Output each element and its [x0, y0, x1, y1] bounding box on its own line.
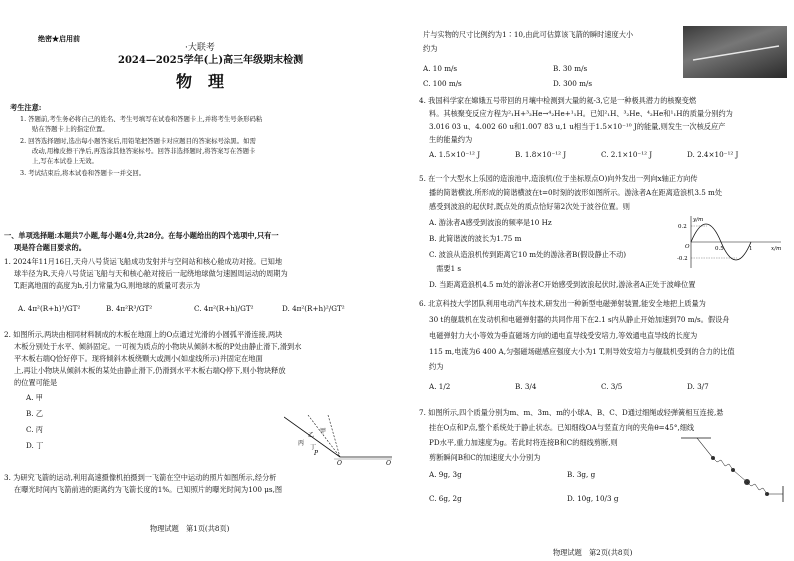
q1-option-a: A. 4π²(R+h)³/GT² — [18, 304, 81, 313]
q5-option-b: B. 此简谐波的波长为1.75 m — [429, 234, 522, 243]
secret-label: 绝密★启用前 — [38, 34, 80, 43]
q6-option-b: B. 3/4 — [515, 382, 537, 391]
q3-cont-line: 约为 — [423, 44, 438, 53]
q2-option-d: D. 丁 — [26, 441, 44, 450]
q7-option-a: A. 9g, 3g — [429, 470, 462, 479]
q6-line: 约为 — [429, 362, 444, 371]
q1-line: 1. 2024年11月16日,天舟八号货运飞船成功发射并与空间站和核心舱成功对接。已知地 — [4, 257, 283, 266]
q4-line: 4. 我国科学家在嫦娥五号带回的月壤中检测到大量的氦-3,它是一种极具潜力的核聚变燃 — [419, 96, 697, 105]
q7-line: 7. 如图所示,四个质量分别为m、m、3m、m的小球A、B、C、D通过细绳或轻弹簧相互连接,悬 — [419, 408, 724, 417]
notice-line: 改动,用橡皮擦干净后,再选涂其他答案标号。回答非选择题时,将答案写在答题卡 — [32, 147, 256, 155]
q6-line: 6. 北京科技大学团队利用电动汽车技术,研发出一种新型电磁弹射装置,能安全地把上质量为 — [419, 299, 706, 308]
q7-option-d: D. 10g, 10/3 g — [567, 494, 619, 503]
q5-line: 感受到波浪的起伏时,既点处的质点恰好第2次处于波谷位置。则 — [429, 202, 630, 211]
label-ding: 丁 — [310, 444, 317, 451]
q7-line: 挂在O点和P点,整个系统处于静止状态。已知细线OA与竖直方向的夹角θ=45°,细线 — [429, 423, 695, 432]
notice-line: 1. 答题前,考生务必将自己的姓名、考生号填写在试卷和答题卡上,并将考生号条形码粘 — [20, 115, 263, 123]
page-footer: 物理试题 第2页(共8页) — [553, 548, 633, 557]
q6-option-a: A. 1/2 — [429, 382, 451, 391]
q4-option-a: A. 1.5×10⁻¹² J — [429, 150, 481, 159]
q7-spring-figure — [677, 436, 789, 510]
subject-title: 物 理 — [176, 72, 225, 91]
q5-wave-graph — [677, 214, 787, 270]
q3-option-d: D. 300 m/s — [553, 79, 593, 88]
q2-line: 平木板右端Q恰好停下。现将倾斜木板绕颗大或测小(如虚线所示)并固定在地面 — [14, 354, 263, 363]
x-tick-1: 0.5 — [715, 246, 724, 252]
q3-option-a: A. 10 m/s — [423, 64, 458, 73]
q7-option-b: B. 3g, g — [567, 470, 596, 479]
q3-cont-line: 片与实物的尺寸比例约为1∶10,由此可估算该飞箭的瞬时速度大小 — [423, 30, 634, 39]
notice-line: 贴在答题卡上的指定位置。 — [32, 125, 109, 133]
label-o: O — [337, 460, 342, 465]
q5-option-c: C. 波浪从造浪机传到距离它10 m处的游泳者B(假设静止不动) — [429, 250, 627, 259]
q6-option-d: D. 3/7 — [687, 382, 709, 391]
q2-incline-figure — [284, 415, 394, 465]
y-tick-bottom: -0.2 — [677, 256, 688, 262]
q7-line: 剪断瞬间B和C的加速度大小分别为 — [429, 453, 541, 462]
q2-option-c: C. 丙 — [26, 425, 43, 434]
q3-option-b: B. 30 m/s — [553, 64, 588, 73]
q4-line: 料。其核聚变反应方程为²₁H+³₂He→⁴₂He+¹₁H。已知²₁H、³₂He、⁴₂He和¹₁H的质量分别约为 — [429, 109, 733, 118]
q7-line: PD水平,重力加速度为g。若此时将连接B和C的细线剪断,则 — [429, 438, 618, 447]
q6-line: 115 m,电流为6 400 A,匀强磁场磁感应强度大小为1 T,则导效安培力与舰载机受到的合力的比值 — [429, 347, 735, 356]
q3-line: 在曝光时间内飞箭前进的距离约为飞箭长度的1%。已知照片的曝光时间为100 μs,图 — [14, 485, 283, 494]
q1-option-c: C. 4π²(R+h)/GT² — [194, 304, 254, 313]
q5-option-c-cont: 需要1 s — [429, 264, 462, 273]
q2-line: 木板分别处于水平、倾斜固定。一可视为质点的小物块从倾斜木板的P处由静止滑下,滑到水 — [14, 342, 302, 351]
q4-line: 生的能量约为 — [429, 135, 473, 144]
q4-option-c: C. 2.1×10⁻¹² J — [601, 150, 653, 159]
right-page — [397, 0, 794, 561]
label-yi: 乙 — [308, 432, 315, 439]
notice-line: 上,写在本试卷上无效。 — [32, 157, 98, 165]
page-footer: 物理试题 第1页(共8页) — [150, 524, 230, 533]
y-tick-top: 0.2 — [678, 224, 687, 230]
q2-line: 的位置可能是 — [14, 378, 58, 387]
q2-option-b: B. 乙 — [26, 409, 44, 418]
union-label: ·大联考 — [185, 43, 215, 53]
x-tick-2: 1 — [749, 246, 753, 252]
q1-option-b: B. 4π²R³/GT² — [106, 304, 153, 313]
q4-option-b: B. 1.8×10⁻¹² J — [515, 150, 567, 159]
q1-option-d: D. 4π²(R+h)²/GT² — [282, 304, 345, 313]
notice-title: 考生注意: — [10, 103, 42, 112]
q5-line: 5. 在一个大型水上乐园的造浪池中,造浪机(位于坐标原点O)向外发出一列向x轴正方向传 — [419, 174, 698, 183]
q2-option-a: A. 甲 — [26, 393, 43, 402]
q2-line: 2. 如图所示,两块由相同材料制成的木板在地面上的O点通过光滑的小圆弧平滑连接,两块 — [4, 330, 283, 339]
q4-line: 3.016 03 u、4.002 60 u和1.007 83 u,1 u相当于1.5×10⁻¹⁰ J的能量,则发生一次核反应产 — [429, 122, 726, 131]
notice-line: 3. 考试结束后,将本试卷和答题卡一并交回。 — [20, 169, 146, 177]
label-q: Q — [386, 460, 391, 465]
section-heading-cont: 项是符合题目要求的。 — [14, 243, 86, 252]
section-heading: 一、单项选择题:本题共7小题,每小题4分,共28分。在每小题给出的四个选项中,只有一 — [4, 231, 279, 240]
q2-line: 上,再让小物块从倾斜木板的某处由静止滑下,仍滑到水平木板右端Q停下,则小物块释放 — [14, 366, 286, 375]
y-axis-label: y/m — [693, 217, 704, 223]
exam-title: 2024—2025学年(上)高三年级期末检测 — [118, 55, 304, 66]
q4-option-d: D. 2.4×10⁻¹² J — [687, 150, 739, 159]
q3-line: 3. 为研究飞箭的运动,利用高速摄像机拍摄到一飞箭在空中运动的照片如图所示,经分析 — [4, 473, 277, 482]
label-bing: 丙 — [298, 440, 305, 447]
q5-option-d: D. 当距离造浪机4.5 m处的游泳者C开始感受到波浪起伏时,游泳者A正处于波峰位置 — [429, 280, 696, 289]
q5-line: 播的简谐横波,所形成的简谐横波在t=0时刻的波形如图所示。游泳者A在距离造浪机3.5 m处 — [429, 188, 723, 197]
q1-line: 球半径为R,天舟八号货运飞船与天和核心舱对接后一起绕地球做匀速圆周运动的周期为 — [14, 269, 288, 278]
label-p: P — [314, 450, 319, 457]
q7-option-c: C. 6g, 2g — [429, 494, 462, 503]
x-axis-label: x/m — [771, 246, 782, 252]
q6-line: 30 t的舰载机在发动机和电磁弹射器的共同作用下在2.1 s内从静止开始加速到70 m/s。假设舟 — [429, 315, 730, 324]
origin-label: O — [685, 244, 690, 250]
q6-line: 电磁弹射力大小等效为垂直磁场方向的通电直导线受安培力,等效通电直导线的长度为 — [429, 331, 698, 340]
q6-option-c: C. 3/5 — [601, 382, 623, 391]
q1-line: T,距离地面的高度为h,引力常量为G,则地球的质量可表示为 — [14, 281, 201, 290]
arrow-photo — [683, 26, 787, 78]
q5-option-a: A. 游泳者A感受到波浪的频率是10 Hz — [429, 218, 552, 227]
label-jia: 甲 — [320, 428, 327, 435]
q3-option-c: C. 100 m/s — [423, 79, 462, 88]
notice-line: 2. 回答选择题时,选出每小题答案后,用铅笔把答题卡对应题目的答案标号涂黑。如需 — [20, 137, 256, 145]
